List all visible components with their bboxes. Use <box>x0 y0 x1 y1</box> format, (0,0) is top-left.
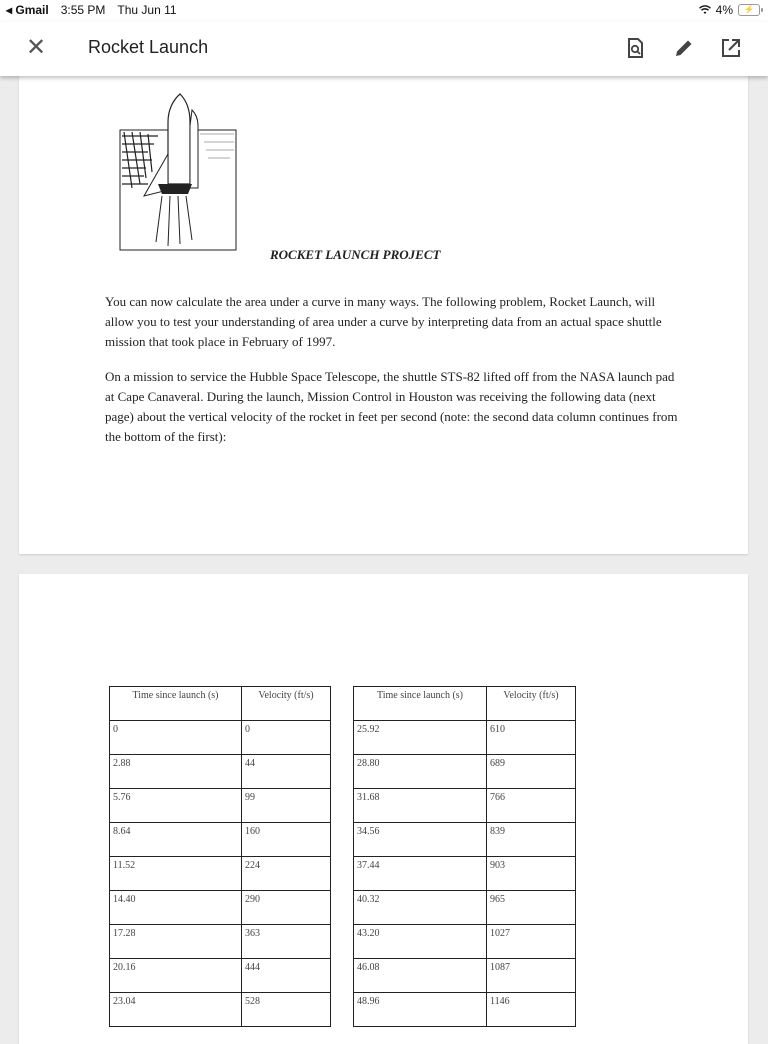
table-header-velocity: Velocity (ft/s) <box>487 687 576 721</box>
table-row <box>354 993 576 1027</box>
time-cell: 48.96 <box>354 993 487 1027</box>
intro-paragraph: You can now calculate the area under a curve in many ways. The following problem, Rocket Launch, will allow you to test your understanding of area under a curve by interpreting data from an actual space shuttle mission that took place in February of 1997. <box>105 294 662 349</box>
velocity-cell: 528 <box>242 993 331 1027</box>
table-row <box>110 789 331 823</box>
back-to-app-link[interactable]: ◂ Gmail <box>6 3 49 17</box>
table-row <box>110 823 331 857</box>
table-row <box>354 823 576 857</box>
wifi-icon <box>699 5 711 15</box>
battery-percent: 4% <box>715 3 733 17</box>
velocity-cell: 839 <box>487 823 576 857</box>
rocket-launch-illustration <box>118 92 238 252</box>
edit-pencil-icon[interactable] <box>671 35 697 61</box>
app-bar <box>0 22 768 76</box>
time-cell: 43.20 <box>354 925 487 959</box>
time-cell: 20.16 <box>110 959 242 993</box>
time-cell: 31.68 <box>354 789 487 823</box>
velocity-cell: 363 <box>242 925 331 959</box>
time-cell: 23.04 <box>110 993 242 1027</box>
velocity-cell: 965 <box>487 891 576 925</box>
open-external-icon[interactable] <box>718 35 744 61</box>
velocity-cell: 44 <box>242 755 331 789</box>
time-cell: 17.28 <box>110 925 242 959</box>
table-row <box>110 755 331 789</box>
velocity-cell: 99 <box>242 789 331 823</box>
time-cell: 40.32 <box>354 891 487 925</box>
time-cell: 28.80 <box>354 755 487 789</box>
table-row <box>354 721 576 755</box>
status-bar <box>0 0 768 22</box>
velocity-cell: 689 <box>487 755 576 789</box>
table-row <box>354 789 576 823</box>
close-button[interactable]: ✕ <box>25 34 47 61</box>
document-page-1 <box>19 70 748 554</box>
velocity-cell: 1027 <box>487 925 576 959</box>
velocity-cell: 903 <box>487 857 576 891</box>
time-cell: 14.40 <box>110 891 242 925</box>
table-row <box>354 755 576 789</box>
velocity-cell: 610 <box>487 721 576 755</box>
table-row <box>110 959 331 993</box>
velocity-cell: 1146 <box>487 993 576 1027</box>
table-row <box>354 891 576 925</box>
project-heading: ROCKET LAUNCH PROJECT <box>270 247 441 262</box>
velocity-cell: 766 <box>487 789 576 823</box>
status-date: Thu Jun 11 <box>117 3 177 17</box>
time-cell: 34.56 <box>354 823 487 857</box>
time-cell: 2.88 <box>110 755 242 789</box>
velocity-cell: 1087 <box>487 959 576 993</box>
table-row <box>110 993 331 1027</box>
velocity-cell: 0 <box>242 721 331 755</box>
table-row <box>110 857 331 891</box>
back-app-label: Gmail <box>15 3 49 17</box>
data-table-2 <box>353 686 576 1027</box>
status-time: 3:55 PM <box>60 3 106 17</box>
document-title: Rocket Launch <box>88 37 209 57</box>
table-row <box>110 925 331 959</box>
time-cell: 5.76 <box>110 789 242 823</box>
time-cell: 0 <box>110 721 242 755</box>
velocity-cell: 160 <box>242 823 331 857</box>
document-page-2 <box>19 574 748 1044</box>
battery-icon: ⚡ <box>738 4 760 16</box>
time-cell: 8.64 <box>110 823 242 857</box>
table-header-velocity: Velocity (ft/s) <box>242 687 331 721</box>
table-row <box>110 891 331 925</box>
table-row <box>110 721 331 755</box>
table-row <box>354 857 576 891</box>
data-table-1 <box>109 686 331 1027</box>
velocity-cell: 224 <box>242 857 331 891</box>
velocity-cell: 444 <box>242 959 331 993</box>
table-row <box>354 959 576 993</box>
time-cell: 46.08 <box>354 959 487 993</box>
mission-paragraph: On a mission to service the Hubble Space Telescope, the shuttle STS-82 lifted off from the NASA launch pad at Cape Canaveral. During the launch, Mission Control in Houston was receiving the following data (next page) about the vertical velocity of the rocket in feet per second (note: the second data column continues from the bottom of the first): <box>105 369 678 444</box>
table-header-time: Time since launch (s) <box>110 687 242 721</box>
velocity-cell: 290 <box>242 891 331 925</box>
table-row <box>354 925 576 959</box>
table-header-time: Time since launch (s) <box>354 687 487 721</box>
time-cell: 25.92 <box>354 721 487 755</box>
find-in-page-icon[interactable] <box>622 35 648 61</box>
time-cell: 37.44 <box>354 857 487 891</box>
time-cell: 11.52 <box>110 857 242 891</box>
